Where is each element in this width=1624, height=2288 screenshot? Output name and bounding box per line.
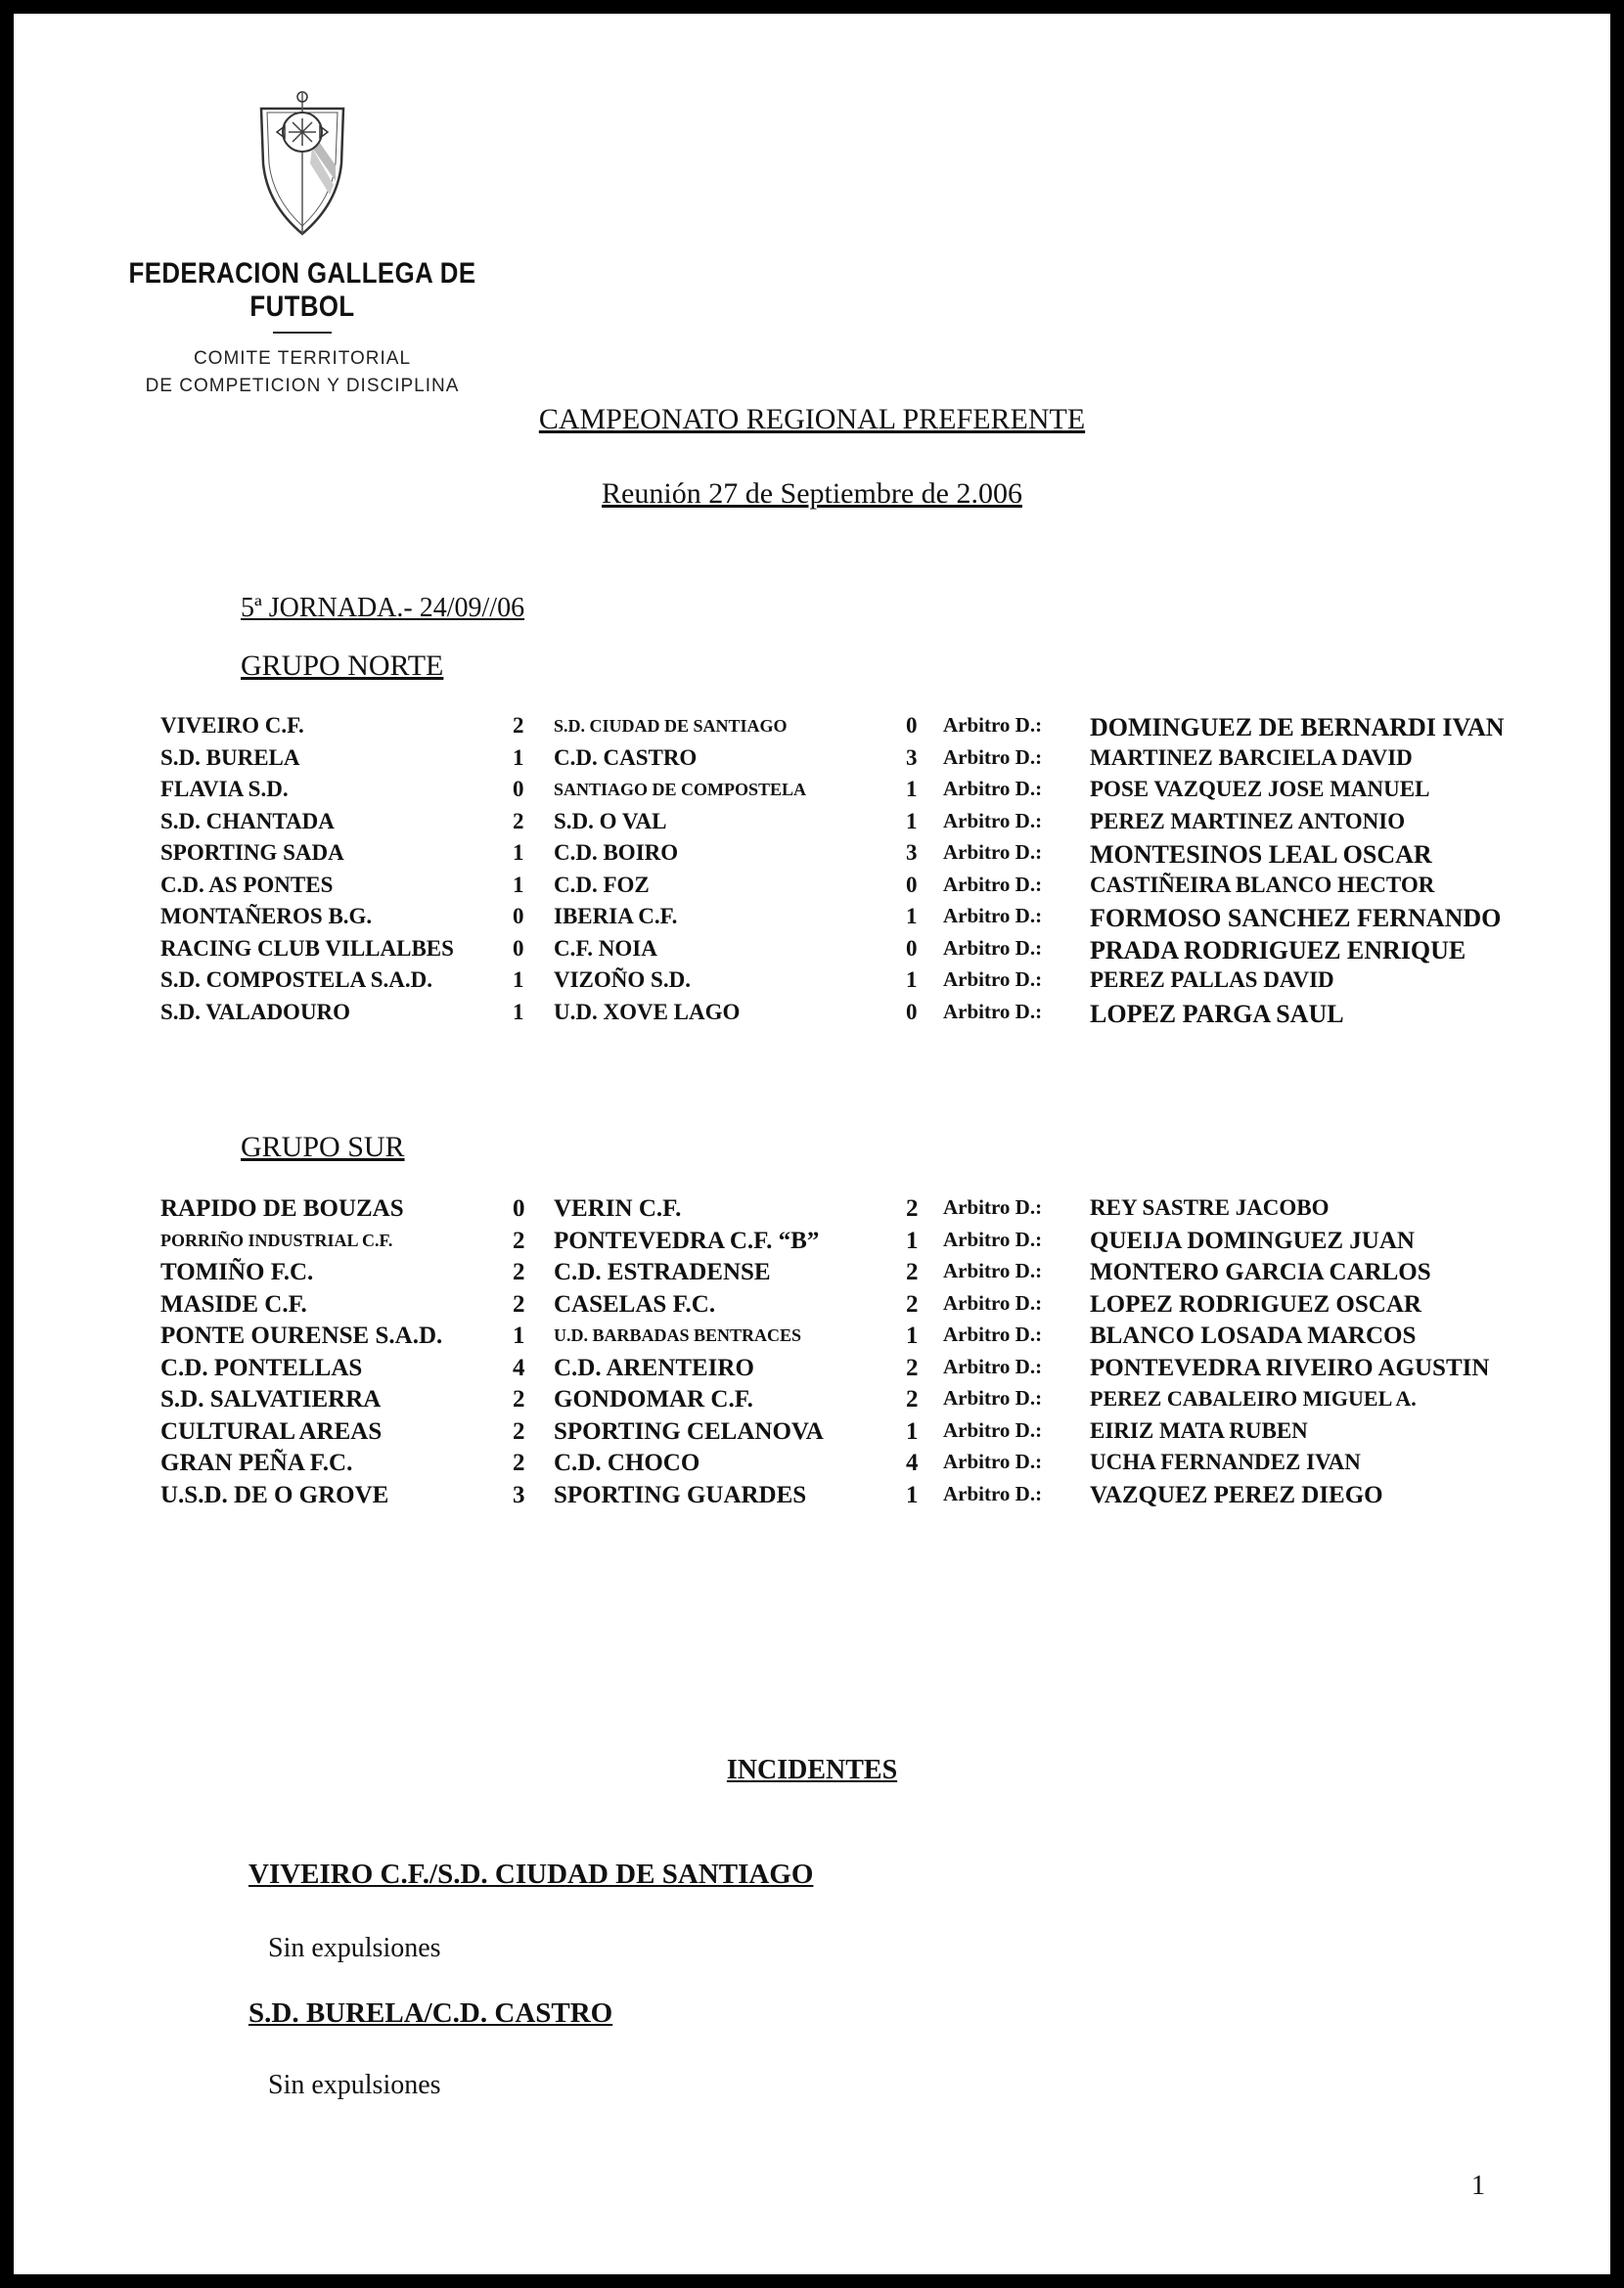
- home-team: GRAN PEÑA F.C.: [160, 1450, 353, 1476]
- home-score: 4: [513, 1354, 525, 1381]
- home-score: 1: [513, 840, 524, 865]
- referee-label: Arbitro D.:: [943, 1450, 1043, 1473]
- referee-name: PEREZ CABALEIRO MIGUEL A.: [1090, 1386, 1417, 1411]
- away-score: 0: [906, 872, 918, 897]
- incidents-title: INCIDENTES: [726, 1755, 898, 1785]
- home-team: S.D. BURELA: [160, 744, 300, 770]
- away-team: C.D. FOZ: [554, 872, 650, 897]
- home-score: 2: [513, 1417, 525, 1445]
- home-score: 2: [513, 1290, 525, 1318]
- away-score: 0: [906, 999, 918, 1024]
- referee-label: Arbitro D.:: [943, 713, 1043, 737]
- referee-name: VAZQUEZ PEREZ DIEGO: [1090, 1481, 1383, 1508]
- referee-name: EIRIZ MATA RUBEN: [1090, 1417, 1308, 1443]
- document-title: CAMPEONATO REGIONAL PREFERENTE: [538, 403, 1086, 435]
- home-score: 1: [513, 1323, 525, 1349]
- referee-name: BLANCO LOSADA MARCOS: [1090, 1323, 1417, 1349]
- away-team: C.D. ARENTEIRO: [554, 1354, 754, 1381]
- home-team: MASIDE C.F.: [160, 1290, 307, 1318]
- away-team: SANTIAGO DE COMPOSTELA: [554, 780, 807, 799]
- away-score: 1: [906, 967, 918, 992]
- away-score: 3: [906, 744, 918, 770]
- away-score: 1: [906, 1417, 919, 1445]
- committee-line-2: DE COMPETICION Y DISCIPLINA: [145, 376, 460, 396]
- home-score: 2: [513, 1227, 525, 1254]
- home-score: 2: [513, 1259, 525, 1285]
- away-score: 1: [906, 777, 918, 801]
- home-team: RAPIDO DE BOUZAS: [160, 1195, 404, 1222]
- referee-label: Arbitro D.:: [943, 1386, 1043, 1410]
- referee-label: Arbitro D.:: [943, 1354, 1043, 1378]
- away-team: C.D. CHOCO: [554, 1450, 700, 1476]
- incident-note: Sin expulsiones: [268, 2070, 441, 2100]
- committee-line-1: COMITE TERRITORIAL: [193, 348, 412, 369]
- home-team: U.S.D. DE O GROVE: [160, 1481, 389, 1508]
- home-team: S.D. COMPOSTELA S.A.D.: [160, 967, 432, 992]
- incident-note: Sin expulsiones: [268, 1933, 441, 1963]
- group-sur-title: GRUPO SUR: [241, 1131, 405, 1163]
- incident-match-title: VIVEIRO C.F./S.D. CIUDAD DE SANTIAGO: [248, 1859, 814, 1890]
- referee-name: PEREZ MARTINEZ ANTONIO: [1090, 808, 1406, 833]
- home-team: PORRIÑO INDUSTRIAL C.F.: [160, 1230, 393, 1250]
- referee-name: POSE VAZQUEZ JOSE MANUEL: [1090, 777, 1430, 801]
- away-score: 2: [906, 1290, 919, 1318]
- letterhead: [72, 87, 532, 400]
- away-team: C.D. BOIRO: [554, 840, 679, 865]
- away-score: 1: [906, 904, 918, 928]
- away-score: 1: [906, 1323, 919, 1349]
- home-team: S.D. CHANTADA: [160, 808, 335, 833]
- away-team: PONTEVEDRA C.F. “B”: [554, 1227, 820, 1254]
- home-team: PONTE OURENSE S.A.D.: [160, 1323, 443, 1349]
- referee-name: MONTESINOS LEAL OSCAR: [1090, 840, 1432, 869]
- referee-label: Arbitro D.:: [943, 840, 1043, 864]
- away-team: C.D. CASTRO: [554, 744, 698, 770]
- referee-label: Arbitro D.:: [943, 1417, 1043, 1442]
- meeting-date: Reunión 27 de Septiembre de 2.006: [602, 477, 1022, 510]
- home-team: S.D. VALADOURO: [160, 999, 351, 1024]
- referee-name: UCHA FERNANDEZ IVAN: [1090, 1450, 1361, 1474]
- referee-name: PEREZ PALLAS DAVID: [1090, 967, 1334, 992]
- referee-name: LOPEZ PARGA SAUL: [1090, 999, 1344, 1028]
- home-score: 1: [513, 967, 524, 992]
- referee-label: Arbitro D.:: [943, 935, 1043, 960]
- referee-name: LOPEZ RODRIGUEZ OSCAR: [1090, 1290, 1421, 1318]
- home-team: C.D. PONTELLAS: [160, 1354, 363, 1381]
- away-score: 1: [906, 808, 918, 833]
- home-team: MONTAÑEROS B.G.: [160, 904, 373, 928]
- referee-label: Arbitro D.:: [943, 808, 1043, 832]
- home-score: 1: [513, 999, 524, 1024]
- federation-name: FEDERACION GALLEGA DE FUTBOL: [128, 257, 476, 323]
- away-score: 0: [906, 935, 918, 961]
- home-team: TOMIÑO F.C.: [160, 1259, 314, 1285]
- away-score: 2: [906, 1195, 919, 1222]
- referee-label: Arbitro D.:: [943, 777, 1043, 800]
- referee-label: Arbitro D.:: [943, 999, 1043, 1023]
- away-score: 2: [906, 1386, 919, 1413]
- referee-label: Arbitro D.:: [943, 1481, 1043, 1505]
- referee-name: FORMOSO SANCHEZ FERNANDO: [1090, 904, 1502, 932]
- away-team: VIZOÑO S.D.: [554, 967, 691, 992]
- home-score: 2: [513, 1450, 525, 1476]
- referee-name: DOMINGUEZ DE BERNARDI IVAN: [1090, 713, 1505, 741]
- away-score: 1: [906, 1227, 919, 1254]
- away-score: 4: [906, 1450, 919, 1476]
- referee-label: Arbitro D.:: [943, 744, 1043, 769]
- away-score: 2: [906, 1354, 919, 1381]
- home-score: 3: [513, 1481, 525, 1508]
- home-score: 0: [513, 935, 524, 961]
- home-team: FLAVIA S.D.: [160, 777, 289, 801]
- page-number: 1: [1471, 2171, 1485, 2201]
- home-team: SPORTING SADA: [160, 840, 344, 865]
- home-team: VIVEIRO C.F.: [160, 713, 304, 738]
- referee-name: MONTERO GARCIA CARLOS: [1090, 1259, 1431, 1285]
- referee-label: Arbitro D.:: [943, 1227, 1043, 1251]
- away-team: C.D. ESTRADENSE: [554, 1259, 771, 1285]
- home-team: CULTURAL AREAS: [160, 1417, 383, 1445]
- referee-name: CASTIÑEIRA BLANCO HECTOR: [1090, 872, 1435, 897]
- away-team: U.D. BARBADAS BENTRACES: [554, 1325, 802, 1345]
- divider: [273, 332, 332, 334]
- home-score: 2: [513, 1386, 525, 1413]
- referee-label: Arbitro D.:: [943, 1323, 1043, 1346]
- home-score: 0: [513, 777, 524, 801]
- away-team: IBERIA C.F.: [554, 904, 678, 928]
- away-team: S.D. CIUDAD DE SANTIAGO: [554, 716, 788, 736]
- home-score: 2: [513, 713, 524, 738]
- referee-name: PONTEVEDRA RIVEIRO AGUSTIN: [1090, 1354, 1490, 1381]
- referee-label: Arbitro D.:: [943, 872, 1043, 896]
- away-team: C.F. NOIA: [554, 935, 657, 961]
- home-score: 0: [513, 1195, 525, 1222]
- referee-name: QUEIJA DOMINGUEZ JUAN: [1090, 1227, 1415, 1254]
- home-score: 0: [513, 904, 524, 928]
- referee-label: Arbitro D.:: [943, 1290, 1043, 1315]
- home-score: 1: [513, 744, 524, 770]
- document-page: [14, 14, 1610, 2274]
- home-score: 2: [513, 808, 524, 833]
- away-team: S.D. O VAL: [554, 808, 667, 833]
- away-score: 2: [906, 1259, 919, 1285]
- away-team: U.D. XOVE LAGO: [554, 999, 741, 1024]
- away-score: 3: [906, 840, 918, 865]
- away-team: GONDOMAR C.F.: [554, 1386, 753, 1413]
- referee-label: Arbitro D.:: [943, 904, 1043, 927]
- home-team: S.D. SALVATIERRA: [160, 1386, 382, 1413]
- referee-label: Arbitro D.:: [943, 1195, 1043, 1219]
- home-score: 1: [513, 872, 524, 897]
- referee-name: MARTINEZ BARCIELA DAVID: [1090, 744, 1413, 770]
- incident-match-title: S.D. BURELA/C.D. CASTRO: [248, 1997, 613, 2029]
- home-team: RACING CLUB VILLALBES: [160, 935, 454, 961]
- jornada-heading: 5ª JORNADA.- 24/09//06: [241, 593, 525, 623]
- referee-label: Arbitro D.:: [943, 1259, 1043, 1282]
- away-score: 0: [906, 713, 918, 738]
- home-team: C.D. AS PONTES: [160, 872, 334, 897]
- referee-name: REY SASTRE JACOBO: [1090, 1195, 1330, 1220]
- group-norte-title: GRUPO NORTE: [241, 650, 444, 682]
- away-team: SPORTING GUARDES: [554, 1481, 807, 1508]
- away-team: CASELAS F.C.: [554, 1290, 716, 1318]
- federation-crest-icon: [253, 87, 351, 244]
- referee-name: PRADA RODRIGUEZ ENRIQUE: [1090, 935, 1466, 965]
- referee-label: Arbitro D.:: [943, 967, 1043, 991]
- away-score: 1: [906, 1481, 919, 1508]
- away-team: VERIN C.F.: [554, 1195, 682, 1222]
- away-team: SPORTING CELANOVA: [554, 1417, 824, 1445]
